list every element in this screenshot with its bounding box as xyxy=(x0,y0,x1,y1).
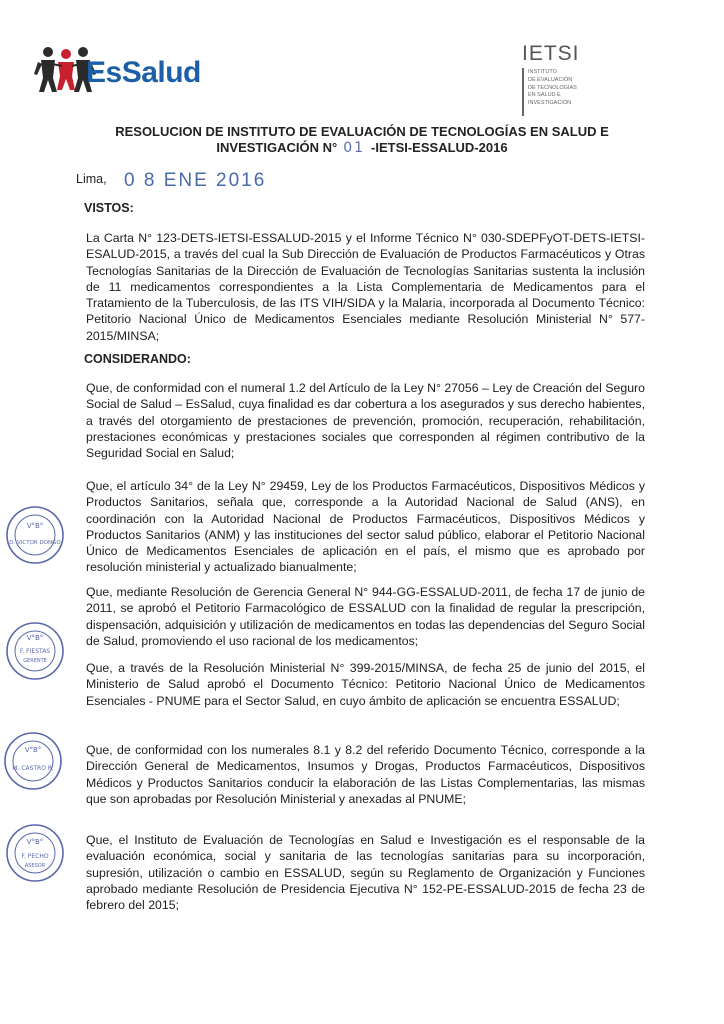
svg-text:ASESOR: ASESOR xyxy=(24,863,46,869)
resolution-number: 01 xyxy=(343,140,366,156)
approval-seal-icon xyxy=(2,730,64,792)
resolution-title-line2: INVESTIGACIÓN N° 01 -IETSI-ESSALUD-2016 xyxy=(216,140,508,156)
svg-text:V°B°: V°B° xyxy=(26,522,44,530)
svg-text:M. CASTRO R.: M. CASTRO R. xyxy=(12,765,54,772)
approval-seal-icon xyxy=(4,822,66,884)
approval-seal-icon xyxy=(4,620,66,682)
date-stamp: 0 8 ENE 2016 xyxy=(124,170,267,191)
ietsi-word: IETSI xyxy=(522,42,580,65)
resolution-title-line1: RESOLUCION DE INSTITUTO DE EVALUACIÓN DE TECNOLOGÍAS EN SALUD E xyxy=(115,124,609,139)
svg-text:GERENTE: GERENTE xyxy=(23,658,47,664)
svg-text:F. PECHO: F. PECHO xyxy=(21,853,49,860)
ietsi-logo xyxy=(522,42,602,107)
paragraph-considerando-1: Que, de conformidad con el numeral 1.2 del Artículo de la Ley N° 27056 – Ley de Creación del Seguro Social de Salud – EsSalud, cuya finalidad es dar cobertura a los asegurados y sus derecho habientes, a través del otorgamiento de prestaciones de prevención, promoción, recuperación, rehabilitación, prestaciones económicas y prestaciones sociales que corresponden al régimen contributivo de la Seguridad Social en Salud; xyxy=(86,381,645,461)
svg-text:V°B°: V°B° xyxy=(26,634,44,642)
logo-text: EsSalud xyxy=(86,56,201,89)
ietsi-bar xyxy=(522,68,524,116)
paragraph-considerando-6: Que, el Instituto de Evaluación de Tecnologías en Salud e Investigación es el responsable de la evaluación económica, social y sanitaria de las tecnologías sanitarias para su incorporación, supresión, utilización o cambio en ESSALUD, según su Reglamento de Organización y Funciones aprobado mediante Resolución de Presidencia Ejecutiva N° 152-PE-ESSALUD-2015 de fecha 23 de febrero del 2015; xyxy=(86,833,645,913)
paragraph-considerando-3: Que, mediante Resolución de Gerencia General N° 944-GG-ESSALUD-2011, de fecha 17 de junio de 2011, se aprobó el Petitorio Farmacológico de ESSALUD con la finalidad de regular la prescripción, dispensación, adquisición y utilización de medicamentos en todas las dependencias del Seguro Social de Salud, promoviendo el uso racional de los medicamentos; xyxy=(86,585,645,648)
svg-text:D. VICTOR DONGO: D. VICTOR DONGO xyxy=(9,540,61,546)
approval-seal-icon xyxy=(4,504,66,566)
place-label: Lima, xyxy=(76,172,107,186)
svg-text:V°B°: V°B° xyxy=(24,746,42,754)
svg-text:V°B°: V°B° xyxy=(26,838,44,846)
svg-text:F. FIESTAS: F. FIESTAS xyxy=(19,648,51,655)
considerando-heading: CONSIDERANDO: xyxy=(84,352,191,366)
paragraph-considerando-4: Que, a través de la Resolución Ministerial N° 399-2015/MINSA, de fecha 25 de junio del 2015, el Ministerio de Salud aprobó el Documento Técnico: Petitorio Nacional Único de Medicamentos Esenciales - PNUME para el Sector Salud, en cuyo ámbito de aplicación se encuentra ESSALUD; xyxy=(86,661,645,708)
ietsi-subtitle: INSTITUTO DE EVALUACIÓN DE TECNOLOGÍAS EN SALUD E INVESTIGACIÓN xyxy=(528,69,577,107)
vistos-heading: VISTOS: xyxy=(84,201,134,215)
paragraph-considerando-2: Que, el artículo 34° de la Ley N° 29459, Ley de los Productos Farmacéuticos, Dispositivos Médicos y Productos Sanitarios, señala que, corresponde a la Autoridad Nacional de Salud (ANS), en coordinación con la Autoridad Nacional de Productos Farmacéuticos, Dispositivos Médicos y Productos Sanitarios (ANM) y las instituciones del sector salud público, elaborar el Petitorio Nacional Único de Medicamentos Esenciales de aplicación en el país, el mismo que es aprobado por resolución ministerial y actualizado bianualmente; xyxy=(86,479,645,575)
paragraph-considerando-5: Que, de conformidad con los numerales 8.1 y 8.2 del referido Documento Técnico, corresponde a la Dirección General de Medicamentos, Insumos y Drogas, Productos Farmacéuticos, Dispositivos Médicos y Productos Sanitarios conducir la elaboración de las Listas Complementarias, las mismas que son aprobadas por Resolución Ministerial y anexadas al PNUME; xyxy=(86,743,645,806)
paragraph-vistos: La Carta N° 123-DETS-IETSI-ESSALUD-2015 y el Informe Técnico N° 030-SDEPFyOT-DETS-IETSI-ESALUD-2015, a través del cual la Sub Dirección de Evaluación de Productos Farmacéuticos y Otras Tecnologías Sanitarias de la Dirección de Evaluación de Tecnologías Sanitarias sustenta la inclusión de 11 medicamentos correspondientes a la Lista Complementaria de Medicamentos para el Tratamiento de la Tuberculosis, de las ITS VIH/SIDA y la Malaria, incorporada al Documento Técnico: Petitorio Nacional Único de Medicamentos Esenciales mediante Resolución Ministerial N° 577-2015/MINSA; xyxy=(86,231,645,343)
